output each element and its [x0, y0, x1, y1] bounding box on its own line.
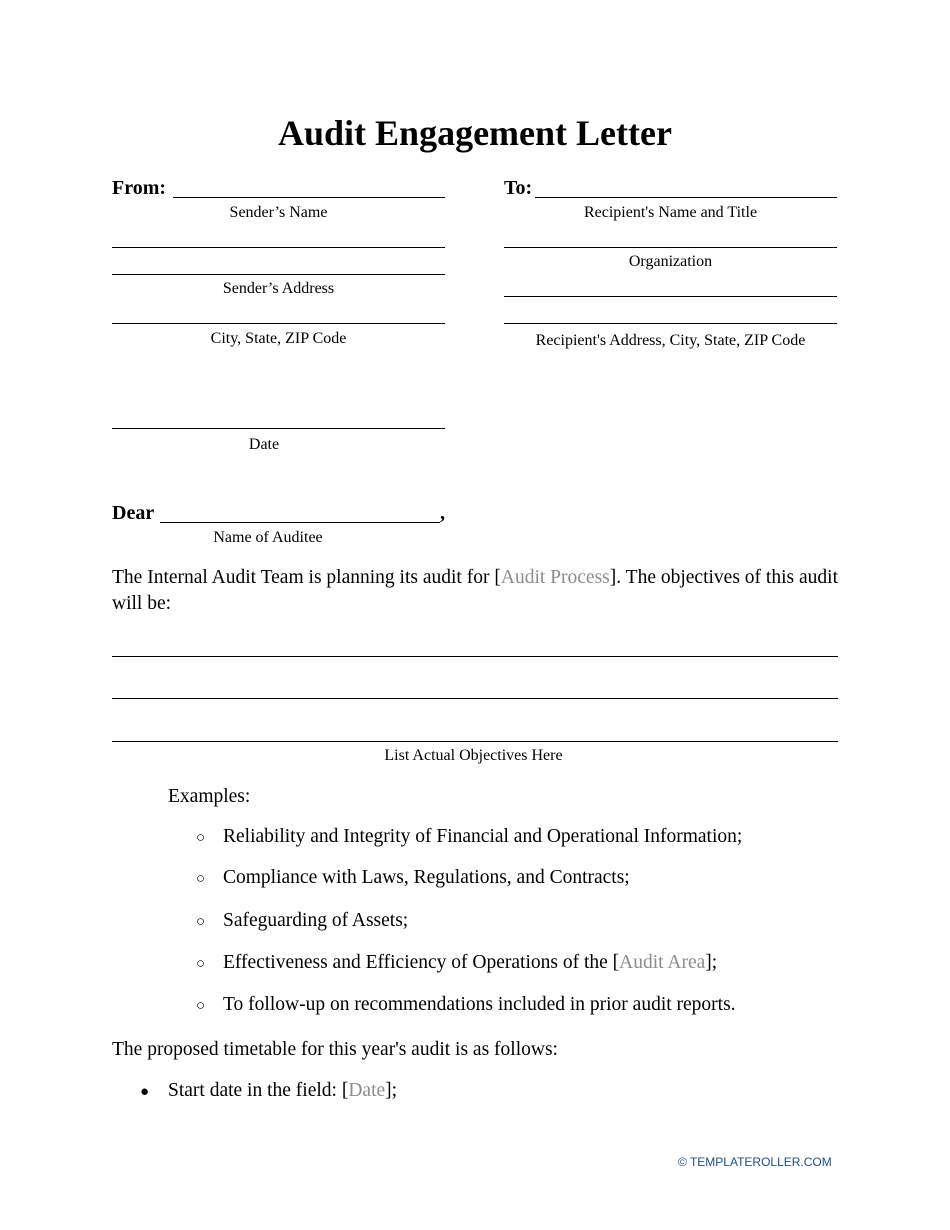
sender-city-line[interactable]	[112, 323, 445, 324]
circle-bullet-icon: ○	[196, 914, 206, 930]
intro-suffix: ]. The objectives of this audit will be:	[112, 567, 838, 614]
sender-name-line[interactable]	[173, 197, 445, 198]
templateroller-link[interactable]: © TEMPLATEROLLER.COM	[678, 1155, 832, 1169]
to-label: To:	[504, 177, 533, 199]
circle-bullet-icon: ○	[196, 956, 206, 972]
from-label: From:	[112, 177, 167, 199]
objectives-caption: List Actual Objectives Here	[384, 747, 563, 764]
document-title: Audit Engagement Letter	[278, 113, 672, 153]
recipient-address-line-1[interactable]	[504, 296, 837, 297]
sender-address-caption: Sender’s Address	[222, 280, 335, 297]
examples-heading: Examples:	[168, 786, 251, 807]
timetable-intro: The proposed timetable for this year's audit is as follows:	[112, 1039, 558, 1060]
organization-line[interactable]	[504, 247, 837, 248]
circle-bullet-icon: ○	[196, 830, 206, 846]
sender-address-line-1[interactable]	[112, 247, 445, 248]
dear-comma: ,	[440, 502, 445, 524]
date-line[interactable]	[112, 428, 445, 429]
sender-address-line-2[interactable]	[112, 274, 445, 275]
date-placeholder[interactable]: Date	[348, 1080, 386, 1101]
audit-area-placeholder[interactable]: Audit Area	[619, 952, 706, 973]
example-item: ○ Compliance with Laws, Regulations, and Contracts;	[196, 867, 630, 888]
recipient-address-line-2[interactable]	[504, 323, 837, 324]
date-caption: Date	[248, 436, 280, 453]
recipient-name-line[interactable]	[535, 197, 837, 198]
recipient-name-caption: Recipient's Name and Title	[583, 204, 758, 221]
example-item: ○ Effectiveness and Efficiency of Operations of the [Audit Area];	[196, 952, 718, 973]
circle-bullet-icon: ○	[196, 871, 206, 887]
objective-line-1[interactable]	[112, 656, 838, 657]
dear-label: Dear	[112, 502, 155, 524]
intro-prefix: The Internal Audit Team is planning its audit for [	[112, 567, 501, 588]
start-date-item: ● Start date in the field: [Date];	[140, 1078, 397, 1105]
example-item: ○ Safeguarding of Assets;	[196, 910, 409, 931]
organization-caption: Organization	[628, 253, 713, 270]
sender-name-caption: Sender’s Name	[229, 204, 328, 221]
objective-line-3[interactable]	[112, 741, 838, 742]
circle-bullet-icon: ○	[196, 998, 206, 1014]
sender-city-caption: City, State, ZIP Code	[210, 330, 347, 347]
auditee-name-line[interactable]	[160, 522, 440, 523]
intro-paragraph	[112, 565, 838, 617]
auditee-name-caption: Name of Auditee	[213, 529, 323, 546]
example-item: ○ Reliability and Integrity of Financial and Operational Information;	[196, 826, 743, 847]
recipient-address-caption: Recipient's Address, City, State, ZIP Code	[535, 332, 806, 349]
objective-line-2[interactable]	[112, 698, 838, 699]
example-item: ○ To follow-up on recommendations included in prior audit reports.	[196, 994, 736, 1015]
audit-process-placeholder[interactable]: Audit Process	[500, 567, 610, 588]
bullet-icon: ●	[140, 1084, 150, 1100]
